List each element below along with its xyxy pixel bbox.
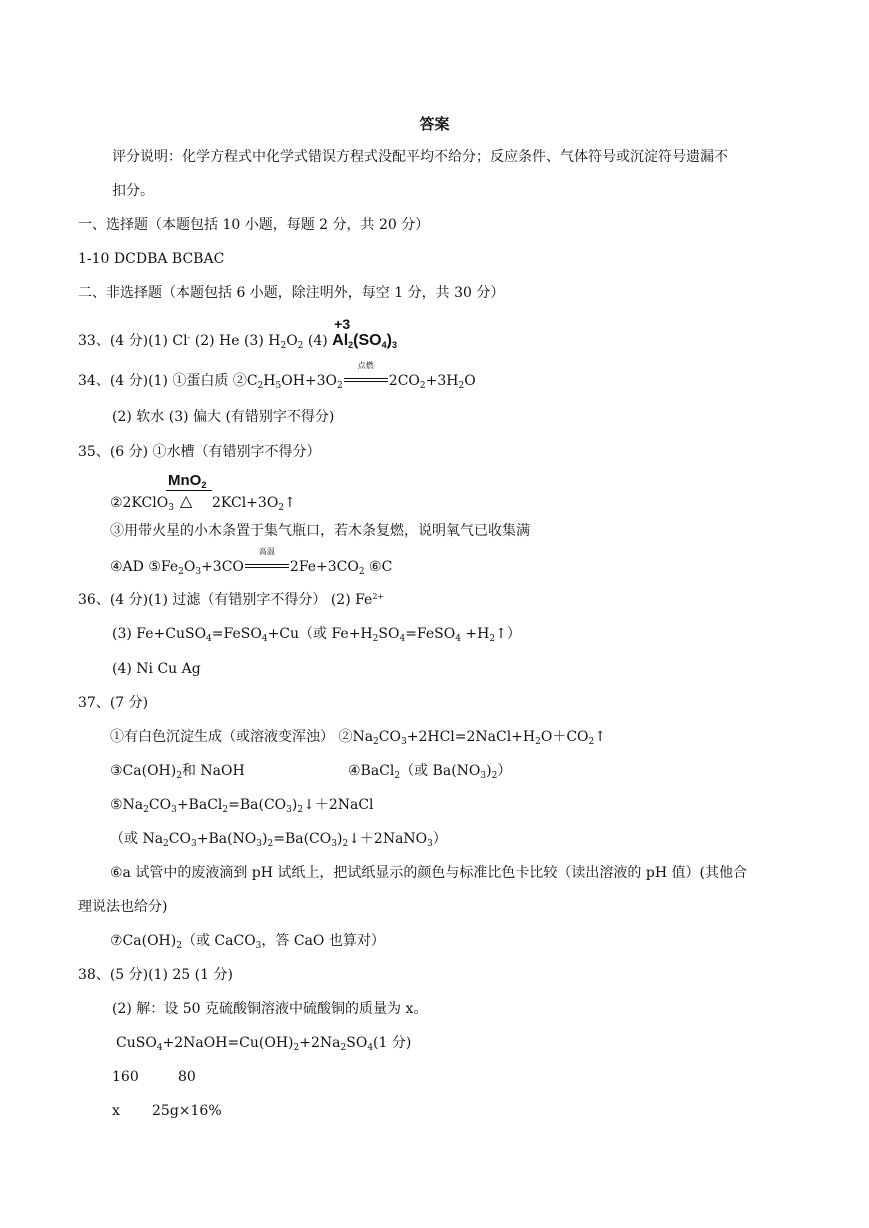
eq-part: O＋CO: [540, 729, 589, 745]
subscript: 3: [255, 941, 262, 951]
eq-part: O: [183, 559, 196, 575]
subscript: 4: [206, 634, 212, 644]
eq-part: ）: [497, 763, 512, 779]
subscript: 3: [427, 839, 433, 849]
subscript: 2: [201, 480, 207, 490]
eq-part: O: [464, 373, 476, 389]
catalyst-text: MnO: [168, 472, 202, 489]
eq-part: ④BaCl: [348, 763, 395, 779]
valence-label: +3: [334, 316, 351, 332]
subscript: 2: [588, 737, 595, 747]
heat-icon: △: [180, 491, 193, 510]
eq-part: CuSO: [116, 1035, 157, 1051]
q38-head: 38、(5 分)(1) 25 (1 分): [78, 967, 233, 983]
q37-line4: [110, 829, 447, 849]
subscript: 2: [267, 839, 274, 849]
q36-line1: [78, 590, 384, 610]
equals-bar: [344, 378, 388, 382]
eq-part: +Cu（或 Fe+H: [267, 626, 373, 642]
subscript: 4: [261, 634, 268, 644]
eq-part: +H: [460, 626, 490, 642]
q34-line1: [78, 361, 476, 391]
q37-line5: ⑥a 试管中的废液滴到 pH 试纸上，把试纸显示的颜色与标准比色卡比较（读出溶液的 pH 值）(其他合: [110, 865, 747, 881]
q34-line2: (2) 软水 (3) 偏大 (有错别字不得分): [112, 409, 335, 425]
subscript: 4: [399, 634, 406, 644]
q33-head: 33、(4 分)(1) Cl: [78, 333, 188, 349]
subscript: 2: [491, 771, 498, 781]
eq-part: ↓＋2NaNO: [348, 831, 428, 847]
subscript: 3: [331, 839, 337, 849]
q35-eq-right: [212, 493, 296, 513]
subscript: 2: [373, 737, 379, 747]
q37-head: 37、(7 分): [78, 695, 149, 711]
eq-part: （或 Ba(NO: [400, 763, 481, 779]
formula-paren: ): [386, 332, 392, 349]
eq-part: 2CO: [388, 373, 420, 389]
formula-al: Al: [332, 332, 349, 349]
eq-part: SO: [346, 1035, 368, 1051]
eq-part: ): [262, 831, 268, 847]
reaction-condition: [244, 547, 290, 577]
eq-part: ②2KClO: [110, 495, 169, 511]
q36-line2: [112, 624, 521, 644]
eq-part: =Ba(CO: [228, 797, 287, 813]
reaction-condition: [343, 361, 389, 391]
q37-line7: [110, 931, 385, 951]
eq-part: ③Ca(OH): [110, 763, 177, 779]
section1-answers: 1-10 DCDBA BCBAC: [78, 251, 225, 267]
ratio-left: 160: [112, 1069, 139, 1085]
gas-arrow: ↑: [284, 495, 296, 511]
catalyst-label: [168, 472, 206, 489]
subscript: 2: [176, 771, 182, 781]
subscript: 2: [419, 381, 426, 391]
subscript: 2: [358, 567, 365, 577]
subscript: 2: [340, 1043, 347, 1053]
subscript: 3: [190, 839, 197, 849]
q35-step4: [110, 547, 393, 577]
q33-line: [78, 316, 397, 351]
iron-charge: 2+: [372, 592, 385, 601]
subscript: 2: [178, 567, 184, 577]
eq-part: +2Na: [299, 1035, 341, 1051]
eq-part: +2NaOH=Cu(OH): [162, 1035, 294, 1051]
q36-head: 36、(4 分)(1) 过滤（有错别字不得分） (2) Fe: [78, 592, 373, 608]
eq-part: （或 Na: [110, 831, 164, 847]
eq-part: (3) Fe+CuSO: [112, 626, 207, 642]
eq-part: ↑）: [495, 626, 521, 642]
condition-label: 高温: [258, 547, 275, 556]
eq-part: OH+3O: [281, 373, 338, 389]
eq-part: ④AD ⑤Fe: [110, 559, 179, 575]
ratio-right: 80: [178, 1069, 196, 1085]
q33-o: O: [286, 333, 298, 349]
subscript: 3: [168, 503, 174, 513]
eq-part: H: [263, 373, 276, 389]
eq-part: ⑦Ca(OH): [110, 933, 177, 949]
subscript: 2: [257, 381, 264, 391]
q33-p3: (4): [303, 333, 333, 349]
scoring-note: 评分说明：化学方程式中化学式错误方程式没配平均不给分；反应条件、气体符号或沉淀符号遗漏不: [112, 149, 728, 165]
subscript: 2: [348, 340, 354, 350]
eq-part: ⑤Na: [110, 797, 144, 813]
subscript: 2: [372, 634, 379, 644]
subscript: 3: [480, 771, 487, 781]
subscript: 2: [394, 771, 401, 781]
subscript: 2: [222, 805, 229, 815]
subscript: 2: [176, 941, 182, 951]
q33-p2: (2) He (3) H: [190, 333, 281, 349]
q37-line2a: [110, 761, 245, 781]
eq-part: CO: [148, 797, 172, 813]
eq-part: ）: [432, 831, 447, 847]
eq-part: +2HCl=2NaCl+H: [406, 729, 536, 745]
q37-line6: 理说法也给分): [78, 899, 168, 915]
q38-line2: (2) 解：设 50 克硫酸铜溶液中硫酸铜的质量为 x。: [112, 1001, 428, 1017]
equals-bar: [245, 564, 289, 568]
eq-part: ): [291, 797, 298, 813]
subscript: 3: [286, 805, 292, 815]
eq-part: +BaCl: [176, 797, 223, 813]
subscript: 2: [297, 341, 304, 351]
eq-part: ①有白色沉淀生成（或溶液变浑浊） ②Na: [110, 729, 374, 745]
eq-part: =FeSO: [211, 626, 262, 642]
subscript: 2: [293, 1043, 300, 1053]
page-title: 答案: [419, 115, 450, 133]
q38-equation: [116, 1033, 411, 1053]
condition-label: 点燃: [357, 361, 374, 370]
subscript: 2: [297, 805, 304, 815]
eq-part: ⑥C: [364, 559, 393, 575]
subscript: 2: [458, 381, 465, 391]
subscript: 3: [400, 737, 407, 747]
subscript: 4: [381, 340, 387, 350]
q37-line1: [110, 727, 606, 747]
eq-part: (1 分): [373, 1035, 412, 1051]
subscript: 3: [391, 340, 397, 350]
q34-head: 34、(4 分)(1) ①蛋白质 ②C: [78, 373, 258, 389]
subscript: 3: [195, 567, 202, 577]
eq-part: ，答 CaO 也算对）: [261, 933, 385, 949]
aluminium-sulfate-formula: [332, 316, 397, 351]
eq-part: 和 NaOH: [181, 763, 245, 779]
known-mass: 25g×16%: [152, 1103, 222, 1119]
eq-part: +Ba(NO: [196, 831, 257, 847]
eq-part: CO: [378, 729, 401, 745]
q36-line3: (4) Ni Cu Ag: [112, 661, 201, 677]
eq-part: SO: [378, 626, 400, 642]
subscript: 4: [367, 1043, 374, 1053]
eq-part: ↓＋2NaCl: [303, 797, 374, 813]
subscript: 4: [156, 1043, 163, 1053]
q37-line2b: [348, 761, 511, 781]
subscript: 2: [342, 839, 349, 849]
subscript: 5: [275, 381, 282, 391]
section1-heading: 一、选择题（本题包括 10 小题，每题 2 分，共 20 分）: [78, 217, 430, 233]
subscript: 2: [143, 805, 149, 815]
chloride-charge: -: [187, 333, 191, 342]
q35-eq-left: [110, 493, 174, 513]
scoring-note-cont: 扣分。: [112, 183, 154, 199]
eq-part: ): [486, 763, 492, 779]
eq-part: ): [336, 831, 343, 847]
subscript: 2: [489, 634, 496, 644]
eq-part: （或 CaCO: [181, 933, 256, 949]
eq-part: CO: [168, 831, 191, 847]
subscript: 2: [535, 737, 541, 747]
q35-step3: ③用带火星的小木条置于集气瓶口，若木条复燃，说明氧气已收集满: [110, 523, 530, 539]
q37-line3: [110, 795, 374, 815]
subscript: 2: [280, 341, 287, 351]
subscript: 3: [256, 839, 263, 849]
subscript: 2: [278, 503, 285, 513]
section2-heading: 二、非选择题（本题包括 6 小题，除注明外，每空 1 分，共 30 分）: [78, 285, 505, 301]
eq-part: +3CO: [201, 559, 244, 575]
subscript: 2: [337, 381, 343, 391]
subscript: 4: [455, 634, 461, 644]
unknown-x: x: [112, 1103, 120, 1119]
q35-head: 35、(6 分) ①水槽（有错别字不得分）: [78, 444, 321, 460]
eq-part: =FeSO: [405, 626, 456, 642]
gas-arrow: ↑: [594, 729, 606, 745]
subscript: 2: [163, 839, 169, 849]
eq-part: 2Fe+3CO: [289, 559, 359, 575]
subscript: 3: [171, 805, 177, 815]
eq-part: 2KCl+3O: [212, 495, 279, 511]
eq-part: =Ba(CO: [273, 831, 332, 847]
eq-part: +3H: [425, 373, 459, 389]
formula-so: (SO: [353, 332, 382, 349]
